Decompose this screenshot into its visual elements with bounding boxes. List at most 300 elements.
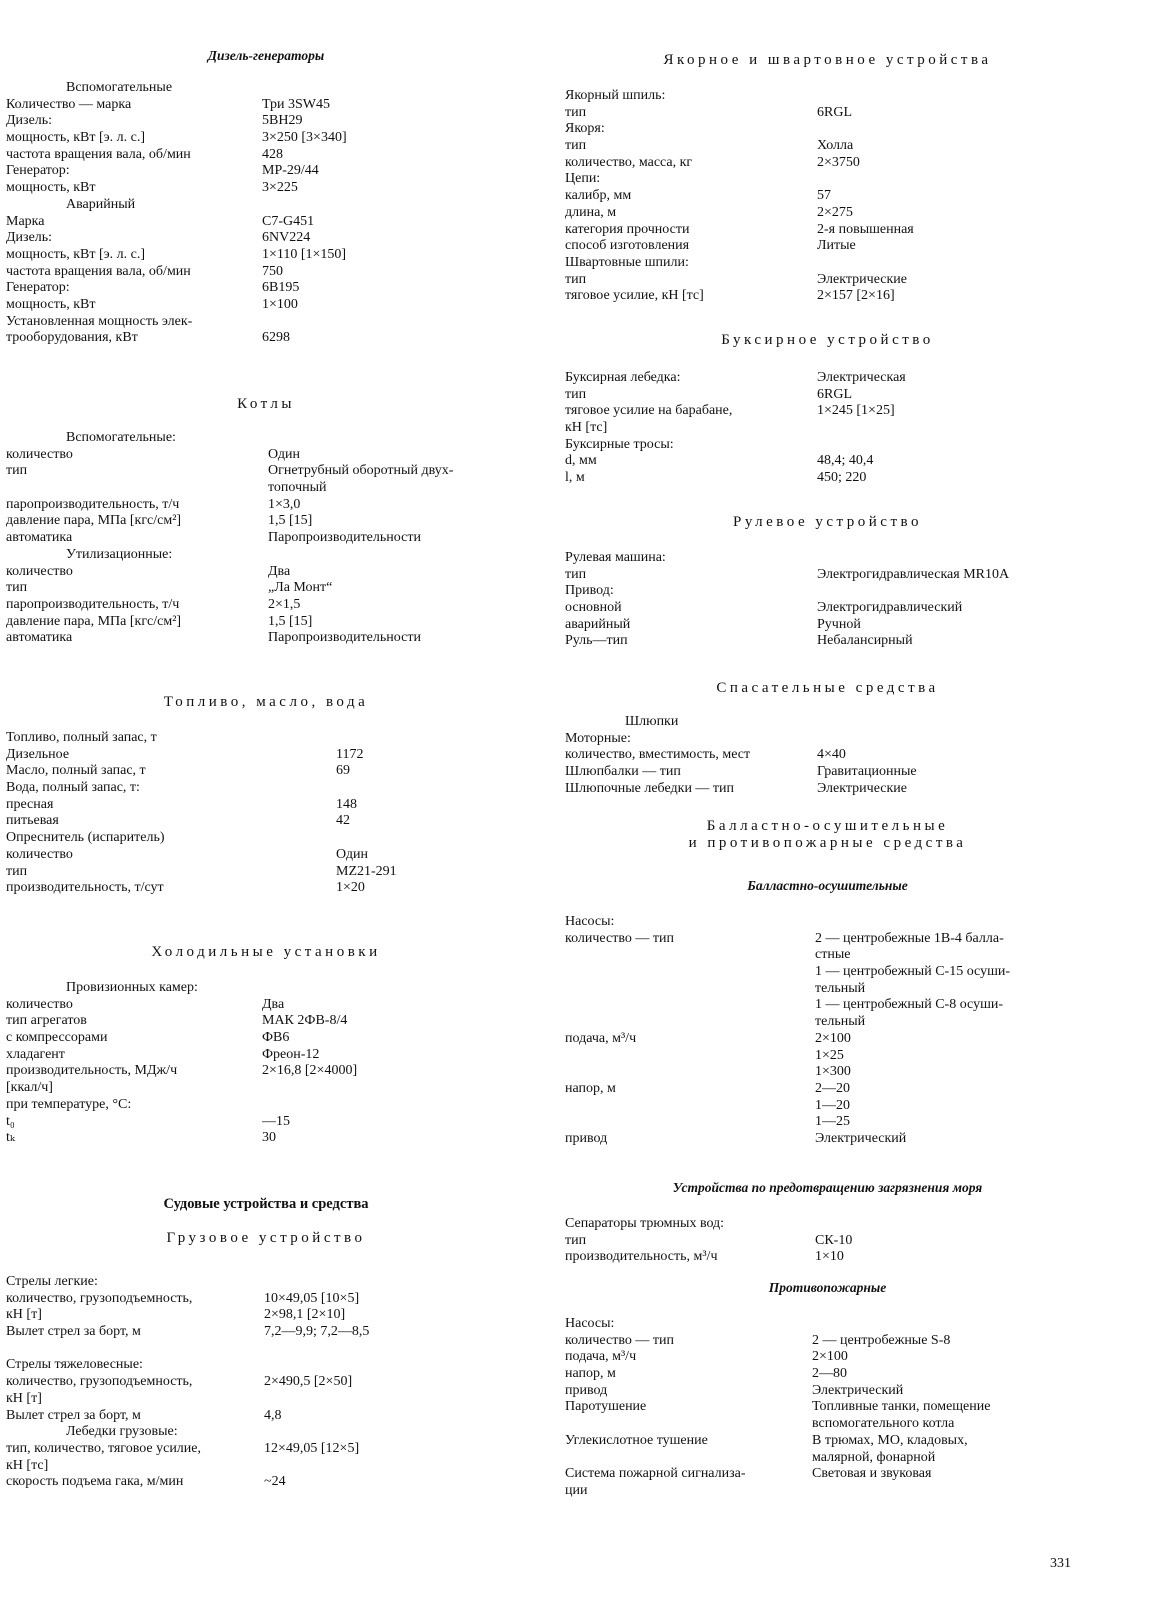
row-label: тип: [565, 1232, 587, 1248]
row-label: пресная: [6, 796, 54, 812]
table-row: [565, 764, 1090, 781]
row-label: Привод:: [565, 583, 614, 599]
row-value: 1×100: [262, 296, 298, 312]
fire-table: [565, 1316, 1090, 1500]
table-row: [6, 197, 526, 214]
row-value: 57: [817, 188, 831, 204]
row-value: Топливные танки, помещение: [812, 1399, 991, 1415]
row-label: тип: [6, 463, 28, 479]
table-row: [565, 121, 1090, 138]
row-label: Сепараторы трюмных вод:: [565, 1216, 725, 1231]
row-label: Якоря:: [565, 121, 605, 137]
table-row: [6, 730, 526, 747]
table-row: [565, 1249, 1090, 1266]
row-value: 6298: [262, 330, 290, 346]
row-value: 30: [262, 1130, 276, 1146]
table-row: [565, 1483, 1090, 1500]
row-value: 750: [262, 263, 283, 279]
row-label: Аварийный: [66, 196, 136, 212]
pollution-table: [565, 1216, 1090, 1266]
table-row: [6, 163, 526, 180]
table-row: [6, 1474, 526, 1491]
row-value: 2×100: [812, 1349, 848, 1365]
row-label: Лебедки грузовые:: [66, 1424, 178, 1440]
table-row: [565, 617, 1090, 634]
row-label: тяговое усилие на барабане,: [565, 403, 733, 419]
table-row: [565, 1081, 1090, 1098]
row-label: Моторные:: [565, 730, 631, 746]
row-label: основной: [565, 600, 622, 616]
table-row: [6, 747, 526, 764]
row-label: кН [т]: [6, 1390, 42, 1406]
table-row: [565, 1349, 1090, 1366]
row-value: 3×225: [262, 180, 298, 196]
row-label: Стрелы легкие:: [6, 1274, 98, 1289]
row-label: тип: [565, 386, 587, 402]
row-value: —15: [262, 1113, 290, 1129]
row-label: Опреснитель (испаритель): [6, 830, 165, 846]
row-value: 4×40: [817, 747, 846, 763]
row-label: tₖ: [6, 1130, 15, 1146]
row-label: паропроизводительность, т/ч: [6, 596, 180, 612]
row-label: категория прочности: [565, 221, 690, 237]
table-row: [565, 88, 1090, 105]
table-row: [565, 747, 1090, 764]
table-row: [6, 497, 526, 514]
lifesaving-table: [565, 714, 1090, 797]
table-row: [6, 147, 526, 164]
row-value: 6RGL: [817, 386, 852, 402]
table-row: [6, 330, 526, 347]
section-heading-ship-devices: Судовые устройства и средства: [163, 1196, 369, 1212]
row-value: 5BH29: [262, 113, 303, 129]
row-value: 2-я повышенная: [817, 221, 914, 237]
table-row: [565, 403, 1090, 420]
row-label: количество, масса, кг: [565, 154, 693, 170]
row-value: тельный: [815, 980, 866, 996]
cargo-table: [6, 1274, 526, 1491]
table-row: [6, 113, 526, 130]
row-label: мощность, кВт [э. л. с.]: [6, 246, 145, 262]
row-value: 12×49,05 [12×5]: [264, 1440, 360, 1456]
table-row: [6, 280, 526, 297]
table-row: [565, 633, 1090, 650]
table-row: [6, 1374, 526, 1391]
row-value: Огнетрубный оборотный двух-: [268, 463, 454, 479]
row-label: Насосы:: [565, 1316, 615, 1331]
table-row: [6, 1097, 526, 1114]
row-label: количество, грузоподъемность,: [6, 1374, 193, 1390]
row-value: 2×16,8 [2×4000]: [262, 1063, 358, 1079]
table-row: [565, 1048, 1090, 1065]
table-row: [6, 180, 526, 197]
row-value: Гравитационные: [817, 764, 917, 780]
row-value: 48,4; 40,4: [817, 453, 874, 469]
row-value: 1×245 [1×25]: [817, 403, 895, 419]
row-label: автоматика: [6, 530, 73, 546]
section-heading-fire: Противопожарные: [768, 1280, 887, 1295]
table-row: [6, 880, 526, 897]
row-label: l, м: [565, 470, 585, 486]
row-value: 2 — центробежные S-8: [812, 1332, 951, 1348]
table-row: [565, 981, 1090, 998]
row-label: Топливо, полный запас, т: [6, 730, 157, 745]
table-row: [565, 583, 1090, 600]
row-label: количество, грузоподъемность,: [6, 1290, 193, 1306]
section-heading-ballast-2: и противопожарные средства: [688, 835, 967, 851]
table-row: [565, 420, 1090, 437]
row-label: Насосы:: [565, 914, 615, 929]
table-row: [565, 105, 1090, 122]
row-value: 2×157 [2×16]: [817, 288, 895, 304]
row-value: Один: [268, 446, 301, 462]
row-label: с компрессорами: [6, 1030, 108, 1046]
table-row: [6, 1274, 526, 1291]
row-label: аварийный: [565, 616, 631, 632]
row-label: кН [тс]: [565, 420, 608, 436]
row-label: Якорный шпиль:: [565, 88, 666, 103]
ballast-table: [565, 914, 1090, 1148]
table-row: [565, 1114, 1090, 1131]
row-label: тип: [565, 566, 587, 582]
table-row: [6, 630, 526, 647]
table-row: [565, 931, 1090, 948]
row-value: Фреон-12: [262, 1046, 320, 1062]
table-row: [565, 470, 1090, 487]
table-row: [565, 453, 1090, 470]
table-row: [6, 1324, 526, 1341]
table-row: [565, 550, 1090, 567]
row-label: скорость подъема гака, м/мин: [6, 1474, 184, 1490]
row-value: MZ21-291: [336, 863, 397, 879]
table-row: [6, 1063, 526, 1080]
row-value: C7-G451: [262, 213, 315, 229]
table-row: [565, 255, 1090, 272]
table-row: [6, 1408, 526, 1425]
row-value: 1 — центробежный С-8 осуши-: [815, 997, 1004, 1013]
table-row: [6, 547, 526, 564]
row-value: Ручной: [817, 616, 861, 632]
table-row: [565, 188, 1090, 205]
row-label: Генератор:: [6, 280, 70, 296]
row-label: мощность, кВт: [6, 296, 96, 312]
row-value: СК-10: [815, 1232, 853, 1248]
row-label: Буксирные тросы:: [565, 436, 674, 452]
row-label: d, мм: [565, 453, 597, 469]
table-row: [6, 247, 526, 264]
row-value: 6NV224: [262, 230, 311, 246]
row-value: 10×49,05 [10×5]: [264, 1290, 360, 1306]
row-value: 42: [336, 813, 350, 829]
table-row: [6, 297, 526, 314]
row-value: 6B195: [262, 280, 300, 296]
table-row: [565, 171, 1090, 188]
row-label: Провизионных камер:: [66, 980, 198, 995]
table-row: [565, 222, 1090, 239]
row-value: Электрогидравлический: [817, 600, 963, 616]
row-label: питьевая: [6, 813, 59, 829]
row-label: Вылет стрел за борт, м: [6, 1324, 141, 1340]
table-row: [6, 997, 526, 1014]
row-value: Литые: [817, 238, 856, 254]
row-label: Утилизационные:: [66, 546, 173, 562]
table-row: [565, 964, 1090, 981]
table-row: [565, 1233, 1090, 1250]
boilers-table: [6, 430, 526, 647]
table-row: [565, 272, 1090, 289]
table-row: [6, 1341, 526, 1358]
table-row: [6, 1080, 526, 1097]
fuel-table: [6, 730, 526, 897]
row-value: Один: [336, 846, 369, 862]
table-row: [565, 914, 1090, 931]
row-value: 1×110 [1×150]: [262, 246, 347, 262]
table-row: [565, 1450, 1090, 1467]
row-value: Электрический: [812, 1382, 904, 1398]
table-row: [6, 314, 526, 331]
row-label: ции: [565, 1482, 588, 1498]
table-row: [565, 288, 1090, 305]
row-value: 3×250 [3×340]: [262, 130, 347, 146]
row-label: производительность, м³/ч: [565, 1249, 718, 1265]
row-label: при температуре, °С:: [6, 1096, 132, 1112]
section-heading-anchor: Якорное и швартовное устройства: [663, 52, 992, 68]
row-label: количество, вместимость, мест: [565, 747, 751, 763]
table-row: [6, 1114, 526, 1131]
anchor-table: [565, 88, 1090, 305]
row-label: Система пожарной сигнализа-: [565, 1466, 746, 1482]
row-label: тип: [6, 580, 28, 596]
table-row: [6, 1047, 526, 1064]
table-row: [565, 437, 1090, 454]
table-row: [6, 597, 526, 614]
row-value: 2×98,1 [2×10]: [264, 1307, 346, 1323]
table-row: [6, 780, 526, 797]
row-label: производительность, т/сут: [6, 880, 164, 896]
table-row: [6, 530, 526, 547]
row-value: стные: [815, 947, 851, 963]
row-label: автоматика: [6, 630, 73, 646]
row-value: 2×1,5: [268, 596, 301, 612]
section-heading-towing: Буксирное устройство: [721, 332, 934, 348]
table-row: [565, 1316, 1090, 1333]
row-label: привод: [565, 1382, 608, 1398]
row-label: Углекислотное тушение: [565, 1432, 708, 1448]
table-row: [6, 864, 526, 881]
section-heading-pollution: Устройства по предотвращению загрязнения моря: [672, 1180, 983, 1195]
row-value: ФВ6: [262, 1030, 290, 1046]
row-label: тип: [565, 271, 587, 287]
row-value: 2×490,5 [2×50]: [264, 1374, 353, 1390]
towing-table: [565, 370, 1090, 487]
row-label: Паротушение: [565, 1399, 647, 1415]
row-value: 2—20: [815, 1080, 850, 1096]
row-label: Шлюпбалки — тип: [565, 764, 681, 780]
table-row: [6, 847, 526, 864]
row-label: привод: [565, 1130, 608, 1146]
row-label: Цепи:: [565, 171, 601, 187]
table-row: [6, 564, 526, 581]
table-row: [6, 264, 526, 281]
table-row: [6, 763, 526, 780]
row-value: Электрогидравлическая MR10A: [817, 566, 1010, 582]
row-label: Дизель:: [6, 230, 53, 246]
row-value: 1,5 [15]: [268, 513, 313, 529]
section-heading-lifesaving: Спасательные средства: [716, 680, 939, 696]
table-row: [6, 97, 526, 114]
table-row: [6, 614, 526, 631]
table-row: [6, 513, 526, 530]
row-label: количество: [6, 563, 73, 579]
row-value: Два: [262, 996, 285, 1012]
row-value: 2×3750: [817, 154, 860, 170]
row-value: Два: [268, 563, 291, 579]
row-label: Швартовные шпили:: [565, 254, 689, 270]
page-number: 331: [1050, 1556, 1071, 1571]
row-value: ~24: [264, 1474, 286, 1490]
table-row: [565, 205, 1090, 222]
row-value: „Ла Монт“: [268, 580, 333, 596]
row-label: тяговое усилие, кН [тс]: [565, 288, 704, 304]
section-heading-refrig: Холодильные установки: [151, 944, 381, 960]
table-row: [6, 80, 526, 97]
row-value: Электрический: [815, 1130, 907, 1146]
row-value: 69: [336, 763, 350, 779]
row-value: 1,5 [15]: [268, 613, 313, 629]
row-value: малярной, фонарной: [812, 1449, 936, 1465]
row-label: тип, количество, тяговое усилие,: [6, 1440, 202, 1456]
table-row: [565, 1333, 1090, 1350]
row-value: Небалансирный: [817, 633, 913, 649]
row-label: количество — тип: [565, 930, 674, 946]
section-heading-steering: Рулевое устройство: [732, 514, 922, 530]
row-label: [ккал/ч]: [6, 1080, 53, 1096]
row-label: частота вращения вала, об/мин: [6, 263, 191, 279]
row-label: количество: [6, 446, 73, 462]
row-value: 7,2—9,9; 7,2—8,5: [264, 1324, 370, 1340]
row-label: подача, м³/ч: [565, 1349, 637, 1365]
row-label: Вспомогательные: [66, 80, 173, 95]
table-row: [565, 370, 1090, 387]
table-row: [565, 138, 1090, 155]
table-row: [565, 1014, 1090, 1031]
table-row: [565, 600, 1090, 617]
row-value: Холла: [817, 138, 854, 154]
section-heading-diesel: Дизель-генераторы: [207, 48, 325, 63]
row-label: t₀: [6, 1113, 15, 1129]
section-heading-ballast-1: Балластно-осушительные: [706, 818, 949, 834]
row-value: 1×3,0: [268, 496, 301, 512]
table-row: [565, 1064, 1090, 1081]
table-row: [565, 1098, 1090, 1115]
table-row: [565, 1433, 1090, 1450]
table-row: [6, 463, 526, 480]
table-row: [6, 130, 526, 147]
row-label: количество — тип: [565, 1332, 674, 1348]
row-label: Установленная мощность элек-: [6, 313, 193, 329]
table-row: [565, 1399, 1090, 1416]
row-label: частота вращения вала, об/мин: [6, 146, 191, 162]
table-row: [565, 947, 1090, 964]
row-label: давление пара, МПа [кгс/см²]: [6, 613, 182, 629]
row-value: вспомогательного котла: [812, 1416, 955, 1432]
row-label: тип: [565, 104, 587, 120]
row-value: тельный: [815, 1014, 866, 1030]
row-label: количество: [6, 996, 73, 1012]
row-label: мощность, кВт: [6, 180, 96, 196]
row-value: 1 — центробежный С-15 осуши-: [815, 964, 1011, 980]
row-label: трооборудования, кВт: [6, 330, 138, 346]
row-label: тип: [565, 138, 587, 154]
row-label: Масло, полный запас, т: [6, 763, 146, 779]
row-label: Генератор:: [6, 163, 70, 179]
row-value: Три 3SW45: [262, 96, 331, 112]
table-row: [6, 480, 526, 497]
row-label: хладагент: [6, 1046, 65, 1062]
row-label: Дизельное: [6, 746, 70, 762]
table-row: [6, 1130, 526, 1147]
table-row: [6, 1441, 526, 1458]
table-row: [565, 567, 1090, 584]
table-row: [6, 980, 526, 997]
row-label: калибр, мм: [565, 188, 632, 204]
table-row: [6, 1424, 526, 1441]
table-row: [565, 731, 1090, 748]
row-value: Электрические: [817, 780, 907, 796]
table-row: [565, 1131, 1090, 1148]
table-row: [565, 1216, 1090, 1233]
row-value: 2—80: [812, 1366, 847, 1382]
row-label: Стрелы тяжеловесные:: [6, 1357, 143, 1373]
table-row: [6, 1030, 526, 1047]
row-value: 428: [262, 146, 283, 162]
refrig-table: [6, 980, 526, 1147]
row-label: Вылет стрел за борт, м: [6, 1407, 141, 1423]
row-label: Вспомогательные:: [66, 430, 176, 445]
table-row: [565, 1383, 1090, 1400]
row-label: тип: [6, 863, 28, 879]
row-value: Паропроизводительности: [268, 630, 421, 646]
row-value: 2×100: [815, 1030, 851, 1046]
row-label: Марка: [6, 213, 45, 229]
row-label: давление пара, МПа [кгс/см²]: [6, 513, 182, 529]
row-value: 1172: [336, 746, 364, 762]
row-value: В трюмах, МО, кладовых,: [812, 1432, 968, 1448]
row-value: MP-29/44: [262, 163, 319, 179]
row-label: подача, м³/ч: [565, 1030, 637, 1046]
row-value: Паропроизводительности: [268, 530, 421, 546]
table-row: [6, 230, 526, 247]
table-row: [6, 580, 526, 597]
table-row: [6, 1458, 526, 1475]
section-heading-cargo: Грузовое устройство: [166, 1230, 366, 1246]
table-row: [565, 781, 1090, 798]
row-value: Электрические: [817, 271, 907, 287]
row-value: 2×275: [817, 204, 853, 220]
section-heading-fuel: Топливо, масло, вода: [163, 694, 369, 710]
table-row: [6, 214, 526, 231]
row-label: Количество — марка: [6, 96, 132, 112]
table-row: [6, 797, 526, 814]
row-label: производительность, МДж/ч: [6, 1063, 178, 1079]
row-label: кН [т]: [6, 1307, 42, 1323]
row-label: Вода, полный запас, т:: [6, 780, 140, 796]
row-value: 1×300: [815, 1064, 851, 1080]
table-row: [565, 1366, 1090, 1383]
table-row: [6, 430, 526, 447]
row-label: напор, м: [565, 1080, 616, 1096]
table-row: [565, 1466, 1090, 1483]
